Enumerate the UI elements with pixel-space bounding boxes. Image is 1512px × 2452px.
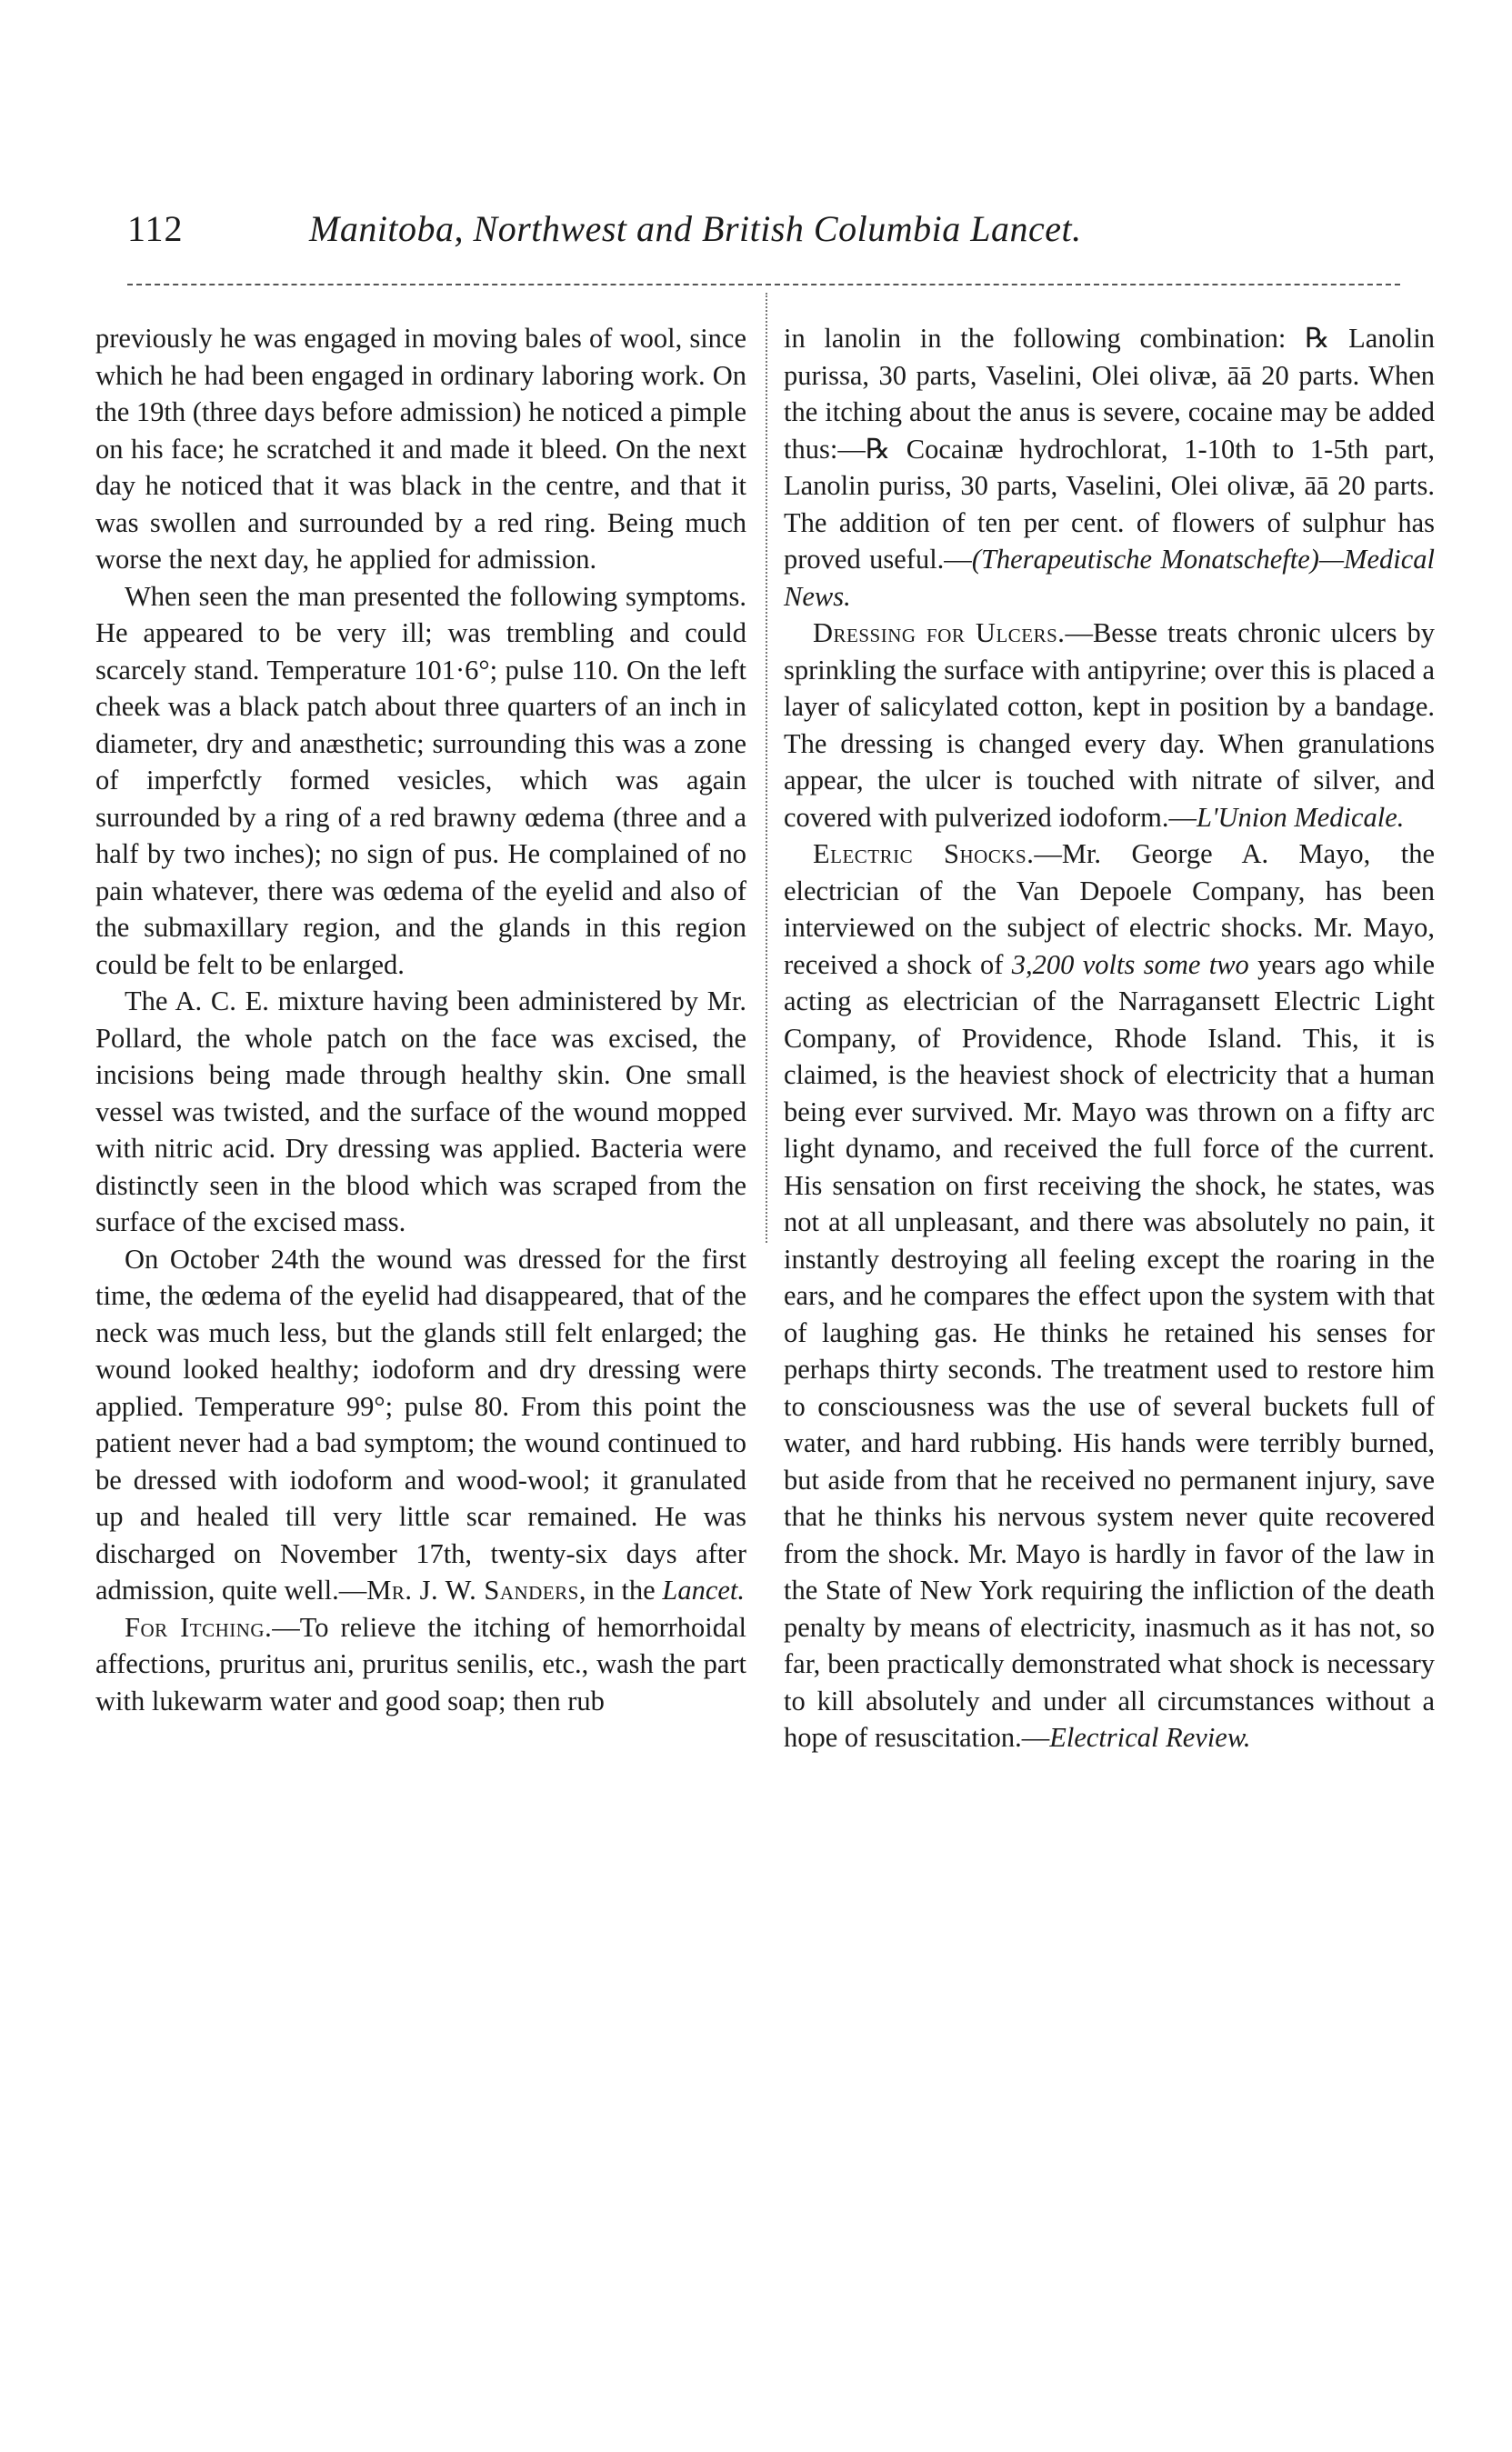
column-divider [766, 293, 767, 1243]
paragraph: When seen the man presented the following symptoms. He appeared to be very ill; was trembling and could scarcely stand. Temperature 101·6°; pulse 110. On the left cheek was a black patch about three quarters of an inch in diameter, dry and anæsthetic; surrounding this was a zone of imperfctly formed vesicles, which was again surrounded by a ring of a red brawny œdema (three and a half by two inches); no sign of pus. He complained of no pain whatever, there was œdema of the eyelid and also of the submaxillary region, and the glands in this region could be felt to be enlarged. [95, 580, 746, 980]
author-name: Mr. J. W. Sanders [366, 1575, 579, 1606]
paragraph: The A. C. E. mixture having been administered by Mr. Pollard, the whole patch on the face was excised, the incisions being made through healthy skin. One small vessel was twisted, and the surface of the wound mopped with nitric acid. Dry dressing was applied. Bacteria were distinctly seen in the blood which was scraped from the surface of the excised mass. [95, 986, 746, 1237]
paragraph: in lanolin in the following combination: ℞ Lanolin purissa, 30 parts, Vaselini, Olei olivæ, āā 20 parts. When the itching about the anus is severe, cocaine may be added thus:—℞ Cocainæ hydrochlorat, 1-10th to 1-5th part, Lanolin puriss, 30 parts, Vaselini, Olei olivæ, āā 20 parts. The addition of ten per cent. of flowers of sulphur has proved useful.—(Therapeutische Monatschefte)—Medical News. [784, 323, 1435, 612]
paragraph: On October 24th the wound was dressed for the first time, the œdema of the eyelid had disappeared, that of the neck was much less, but the glands still felt enlarged; the wound looked healthy; iodoform and dry dressing were applied. Temperature 99°; pulse 80. From this point the patient never had a bad symptom; the wound continued to be dressed with iodoform and wood-wool; it granulated up and healed till very little scar remained. He was discharged on November 17th, twenty-six days after admission, quite well.—Mr. J. W. Sanders, in the Lancet. [95, 1243, 746, 1606]
source-citation: Lancet. [662, 1575, 745, 1606]
section-heading: Dressing for Ulcers. [813, 617, 1066, 648]
section-heading: Electric Shocks. [813, 838, 1035, 869]
paragraph: Electric Shocks.—Mr. George A. Mayo, the electrician of the Van Depoele Company, has been interviewed on the subject of electric shocks. Mr. Mayo, received a shock of 3,200 volts some two years ago while acting as electrician of the Narragansett Electric Light Company, of Providence, Rhode Island. This, it is claimed, is the heaviest shock of electricity that a human being ever survived. Mr. Mayo was thrown on a fifty arc light dynamo, and received the full force of the current. His sensation on first receiving the shock, he states, was not at all unpleasant, and there was absolutely no pain, it instantly destroying all feeling except the roaring in the ears, and he compares the effect upon the system with that of laughing gas. He thinks he retained his senses for perhaps thirty seconds. The treatment used to restore him to consciousness was the use of several buckets full of water, and hard rubbing. His hands were terribly burned, but aside from that he received no permanent injury, save that he thinks his nervous system never quite recovered from the shock. Mr. Mayo is hardly in favor of the law in the State of New York requiring the infliction of the death penalty by means of electricity, inasmuch as it has not, so far, been practically demonstrated what shock is necessary to kill absolutely and under all circumstances without a hope of resuscitation.—Electrical Review. [784, 838, 1436, 1753]
right-column [784, 320, 1435, 1756]
page-number: 112 [127, 208, 184, 249]
page-header [127, 207, 1400, 262]
paragraph: For Itching.—To relieve the itching of hemorrhoidal affections, pruritus ani, pruritus senilis, etc., wash the part with lukewarm water and good soap; then rub [95, 1611, 746, 1716]
source-citation: L'Union Medicale. [1196, 801, 1405, 833]
section-heading: For Itching. [125, 1611, 273, 1643]
source-citation: (Therapeutische Monatschefte)—Medical News. [784, 544, 1435, 612]
header-rule [127, 284, 1400, 285]
paragraph: previously he was engaged in moving bales of wool, since which he had been engaged in ordinary laboring work. On the 19th (three days before admission) he noticed a pimple on his face; he scratched it and made it bleed. On the next day he noticed that it was black in the centre, and that it was swollen and surrounded by a red ring. Being much worse the next day, he applied for admission. [95, 323, 746, 575]
paragraph: Dressing for Ulcers.—Besse treats chronic ulcers by sprinkling the surface with antipyrine; over this is placed a layer of salicylated cotton, kept in position by a bandage. The dressing is changed every day. When granulations appear, the ulcer is touched with nitrate of silver, and covered with pulverized iodoform.—L'Union Medicale. [784, 617, 1435, 833]
running-title: Manitoba, Northwest and British Columbia Lancet. [309, 208, 1082, 249]
left-column [95, 320, 746, 1719]
source-citation: Electrical Review. [1049, 1722, 1251, 1753]
